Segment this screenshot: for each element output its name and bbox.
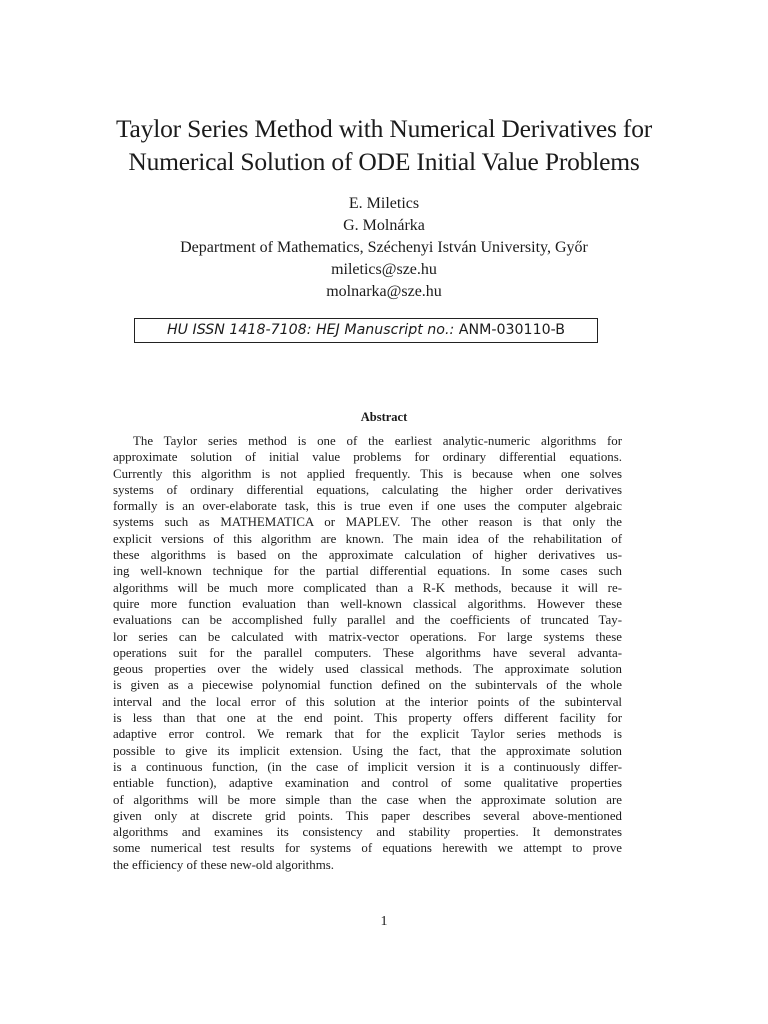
paper-title-line-2: Numerical Solution of ODE Initial Value Problems: [128, 147, 640, 176]
journal-manuscript-label: HEJ Manuscript no.:: [316, 322, 455, 338]
abstract-line: quire more function evaluation than well-known classical algorithms. However these: [113, 596, 622, 611]
abstract-line: given only at discrete grid points. This paper describes several above-mentioned: [113, 808, 622, 823]
author-name: G. Molnárka: [343, 217, 425, 234]
abstract-line: adaptive error control. We remark that for the explicit Taylor series methods is: [113, 727, 622, 742]
page-number: 1: [380, 914, 388, 929]
paper-title-line-1: Taylor Series Method with Numerical Derivatives for: [115, 114, 653, 143]
abstract-line: geous properties over the widely used classical methods. The approximate solution: [113, 662, 622, 677]
manuscript-id: ANM-030110-B: [458, 322, 565, 338]
abstract-line: The Taylor series method is one of the earliest analytic-numeric algorithms for: [133, 434, 622, 448]
abstract-line: approximate solution of initial value problems for ordinary differential equations.: [113, 450, 622, 465]
abstract-line: possible to give its implicit extension. Using the fact, that the approximate solution: [113, 743, 622, 758]
abstract-line: formally is an over-elaborate task, this is true even if one uses the computer algebraic: [113, 499, 622, 514]
abstract-line: algorithms and examines its consistency and stability properties. It demonstrates: [113, 825, 622, 840]
abstract-line: ing well-known technique for the partial differential equations. In some cases such: [113, 564, 622, 579]
abstract-line: the efficiency of these new-old algorithms.: [113, 857, 334, 872]
abstract-line: systems such as MATHEMATICA or MAPLEV. The other reason is that only the: [113, 515, 622, 530]
abstract-line: systems of ordinary differential equations, calculating the higher order derivatives: [113, 482, 622, 497]
issn-label: HU ISSN 1418-7108:: [167, 322, 312, 338]
author-email: molnarka@sze.hu: [326, 283, 442, 300]
abstract-line: evaluations can be accomplished fully parallel and the coefficients of truncated Tay-: [113, 613, 622, 628]
author-email: miletics@sze.hu: [331, 261, 437, 278]
abstract-text: [113, 433, 622, 873]
abstract-line: lor series can be calculated with matrix-vector operations. For large systems these: [113, 629, 622, 644]
author-block: [60, 193, 708, 303]
abstract-line: operations suit for the parallel computers. These algorithms have several advanta-: [113, 645, 622, 660]
abstract-line: entiable function), adaptive examination and control of some qualitative properties: [113, 776, 622, 791]
abstract-line: some numerical test results for systems of equations herewith we attempt to prove: [113, 841, 622, 856]
abstract-line: is a continuous function, (in the case of implicit version it is a continuously differ-: [113, 759, 622, 774]
author-name: E. Miletics: [348, 195, 420, 212]
abstract-line: Currently this algorithm is not applied frequently. This is because when one solves: [113, 466, 622, 481]
abstract-line: algorithms will be much more complicated than a R-K methods, because it will re-: [113, 580, 622, 595]
issn-box: [134, 318, 598, 343]
abstract-line: these algorithms is based on the approximate calculation of higher derivatives us-: [113, 548, 622, 563]
abstract-line: is given as a piecewise polynomial function defined on the subintervals of the whole: [113, 678, 622, 693]
abstract-line: is less than that one at the end point. This property offers different facility for: [113, 711, 622, 726]
abstract-line: interval and the local error of this solution at the interior points of the subinterval: [113, 694, 622, 709]
paper-title: [60, 112, 708, 178]
affiliation: Department of Mathematics, Széchenyi István University, Győr: [180, 239, 588, 256]
abstract-line: explicit versions of this algorithm are known. The main idea of the rehabilitation of: [113, 531, 622, 546]
abstract-line: of algorithms will be more simple than the case when the approximate solution are: [113, 792, 622, 807]
abstract-heading: Abstract: [360, 410, 408, 424]
